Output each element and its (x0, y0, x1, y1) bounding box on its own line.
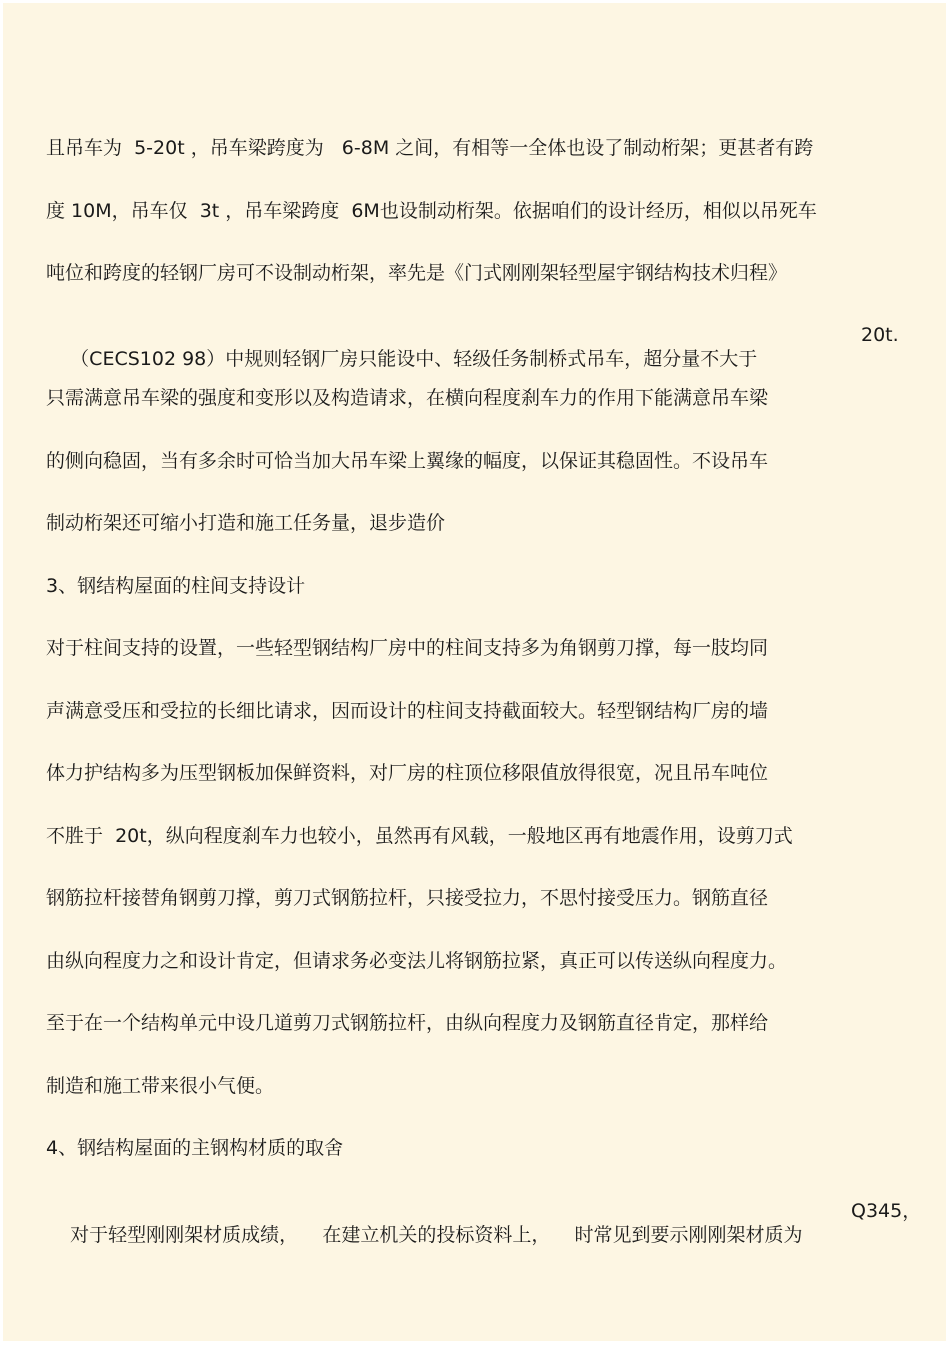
text-line: 的侧向稳固，当有多余时可恰当加大吊车梁上翼缘的幅度，以保证其稳固性。不设吊车 (46, 450, 769, 472)
text-line: 度 10M，吊车仅 3t ，吊车梁跨度 6M也设制动桁架。依据咱们的设计经历，相似以吊死车 (46, 200, 817, 222)
text-line: 制动桁架还可缩小打造和施工任务量，退步造价 (46, 512, 446, 534)
text-line: 声满意受压和受拉的长细比请求，因而设计的柱间支持截面较大。轻型钢结构厂房的墙 (46, 700, 769, 722)
text-line: 且吊车为 5-20t ，吊车梁跨度为 6-8M 之间，有相等一全体也设了制动桁架；更甚者有跨 (46, 137, 814, 159)
text-line-with-end (46, 323, 926, 370)
line-end-value: Q345， (851, 1200, 922, 1222)
line-end-value: 20t. (861, 324, 899, 346)
text-line: （CECS102 98）中规则轻钢厂房只能设中、轻级任务制桥式吊车，超分量不大于 (70, 348, 758, 370)
section-heading: 4、钢结构屋面的主钢构材质的取舍 (46, 1137, 344, 1159)
text-line: 制造和施工带来很小气便。 (46, 1075, 275, 1097)
text-line: 不胜于 20t，纵向程度刹车力也较小，虽然再有风载，一般地区再有地震作用，设剪刀式 (46, 825, 793, 847)
text-line: 只需满意吊车梁的强度和变形以及构造请求，在横向程度刹车力的作用下能满意吊车梁 (46, 387, 769, 409)
section-heading: 3、钢结构屋面的柱间支持设计 (46, 575, 306, 597)
text-line: 对于柱间支持的设置，一些轻型钢结构厂房中的柱间支持多为角钢剪刀撑，每一肢均同 (46, 637, 769, 659)
text-line: 钢筋拉杆接替角钢剪刀撑，剪刀式钢筋拉杆，只接受拉力，不思忖接受压力。钢筋直径 (46, 887, 769, 909)
document-page (3, 3, 946, 1341)
text-line: 吨位和跨度的轻钢厂房可不设制动桁架，率先是《门式刚刚架轻型屋宇钢结构技术归程》 (46, 262, 788, 284)
text-line: 由纵向程度力之和设计肯定，但请求务必变法儿将钢筋拉紧，真正可以传送纵向程度力。 (46, 950, 788, 972)
text-line: 对于轻型刚刚架材质成绩， 在建立机关的投标资料上， 时常见到要示刚刚架材质为 (70, 1224, 803, 1246)
text-line: 至于在一个结构单元中设几道剪刀式钢筋拉杆，由纵向程度力及钢筋直径肯定，那样给 (46, 1012, 769, 1034)
text-line-with-end (46, 1199, 926, 1246)
text-line: 体力护结构多为压型钢板加保鲜资料，对厂房的柱顶位移限值放得很宽，况且吊车吨位 (46, 762, 769, 784)
